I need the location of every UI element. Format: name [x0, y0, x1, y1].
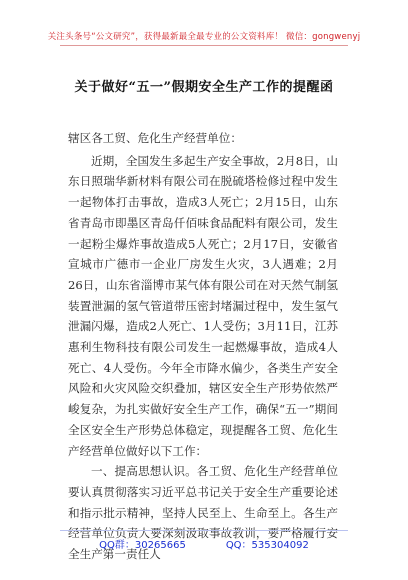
header-divider: [60, 45, 348, 46]
footer: [0, 536, 408, 551]
body-paragraph: 一、提高思想认识。各工贸、危化生产经营单位要认真贯彻落实习近平总书记关于安全生产重要论述和指示批示精神，坚持人民至上、生命至上。各生产经营单位负责人要深刻汲取事故教训，要严格履行安全生产第一责任人: [68, 464, 338, 562]
document-body: [68, 128, 338, 565]
body-paragraph: 近期，全国发生多起生产安全事故，2月8日，山东日照瑞华新材料有限公司在脱硫塔检修过程中发生一起物体打击事故，造成3人死亡；2月15日，山东省青岛市即墨区青岛仟佰味食品配料有限公司，发生一起粉尘爆炸事故造成5人死亡；2月17日，安徽省宣城市广德市一企业厂房发生火灾，3人遇难；2月26日，山东省淄博市某气体有限公司在对天然气制氢装置泄漏的氢气管道带压密封堵漏过程中，发生氢气泄漏闪爆，造成2人死亡、1人受伤；3月11日，江苏惠利生物科技有限公司发生一起燃爆事故，造成4人死亡、4人受伤。今年全市降水偏少，各类生产安全风险和火灾风险交织叠加，辖区安全生产形势依然严峻复杂，为扎实做好安全生产工作，确保“五一”期间全区安全生产形势总体稳定，现提醒各工贸、危化生产经营单位做好以下工作：: [68, 153, 338, 458]
footer-divider: [60, 530, 348, 531]
document-title: 关于做好“五一”假期安全生产工作的提醒函: [74, 80, 334, 95]
header-banner: 关注头条号“公文研究”，获得最新最全最专业的公文资料库！ 微信：gongwenyj: [47, 32, 361, 42]
salutation: 辖区各工贸、危化生产经营单位：: [68, 131, 242, 145]
footer-qq-group: QQ群：30265665: [99, 540, 186, 551]
footer-qq: QQ：535304092: [225, 540, 309, 551]
